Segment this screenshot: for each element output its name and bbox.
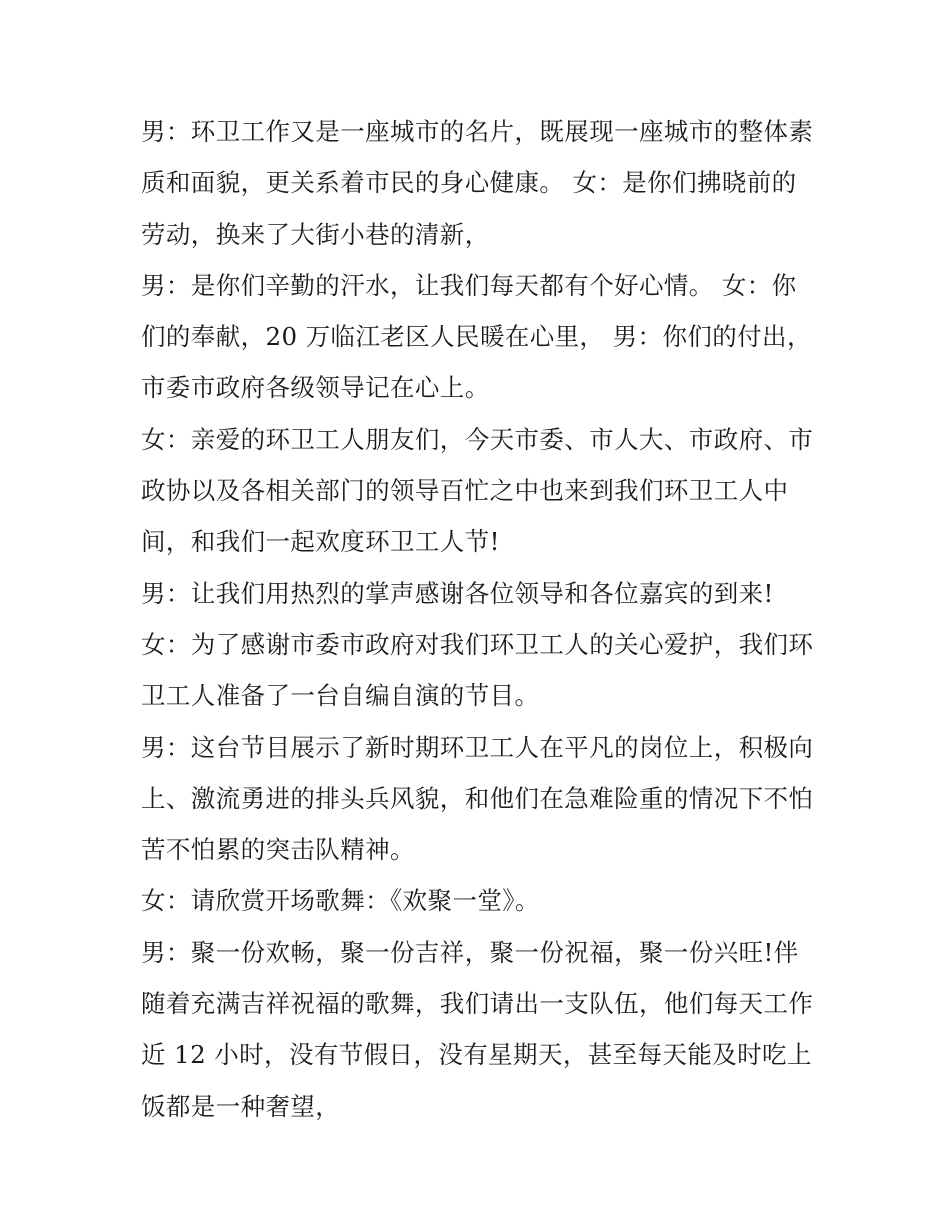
text-line: 上、激流勇进的排头兵风貌，和他们在急难险重的情况下不怕 [141,783,814,813]
text-line: 苦不怕累的突击队精神。 [141,835,415,865]
text-line: 质和面貌，更关系着市民的身心健康。 女：是你们拂晓前的 [141,168,797,198]
paragraph-1 [141,106,821,260]
text-line: 政协以及各相关部门的领导百忙之中也来到我们环卫工人中 [141,476,789,506]
text-line: 男：环卫工作又是一座城市的名片，既展现一座城市的整体素 [141,117,814,146]
text-line: 卫工人准备了一台自编自演的节目。 [141,681,540,711]
text-line: 随着充满吉祥祝福的歌舞，我们请出一支队伍，他们每天工作 [141,989,814,1019]
text-line: 饭都是一种奢望， [141,1091,341,1121]
text-line: 男：聚一份欢畅，聚一份吉祥，聚一份祝福，聚一份兴旺!伴 [141,937,799,967]
paragraph-4 [141,568,821,619]
paragraph-7 [141,875,821,926]
text-line: 女：亲爱的环卫工人朋友们，今天市委、市人大、市政府、市 [141,424,814,454]
text-line: 女：请欣赏开场歌舞：《欢聚一堂》。 [141,886,540,916]
text-line: 男：是你们辛勤的汗水，让我们每天都有个好心情。 女：你 [141,270,797,300]
paragraph-3 [141,414,821,568]
paragraph-2 [141,260,821,414]
text-line: 市委市政府各级领导记在心上。 [141,373,490,403]
paragraph-6 [141,722,821,876]
paragraph-5 [141,619,821,722]
text-line: 们的奉献，20 万临江老区人民暖在心里， 男：你们的付出， [141,322,812,352]
text-line: 女：为了感谢市委市政府对我们环卫工人的关心爱护，我们环 [141,629,814,659]
paragraph-8 [141,927,821,1132]
document-body [141,106,821,1132]
text-line: 近 12 小时，没有节假日，没有星期天，甚至每天能及时吃上 [141,1040,812,1070]
text-line: 男：这台节目展示了新时期环卫工人在平凡的岗位上，积极向 [141,732,814,762]
text-line: 男：让我们用热烈的掌声感谢各位领导和各位嘉宾的到来! [141,578,774,608]
text-line: 劳动，换来了大街小巷的清新， [141,219,490,249]
text-line: 间，和我们一起欢度环卫工人节! [141,527,500,557]
